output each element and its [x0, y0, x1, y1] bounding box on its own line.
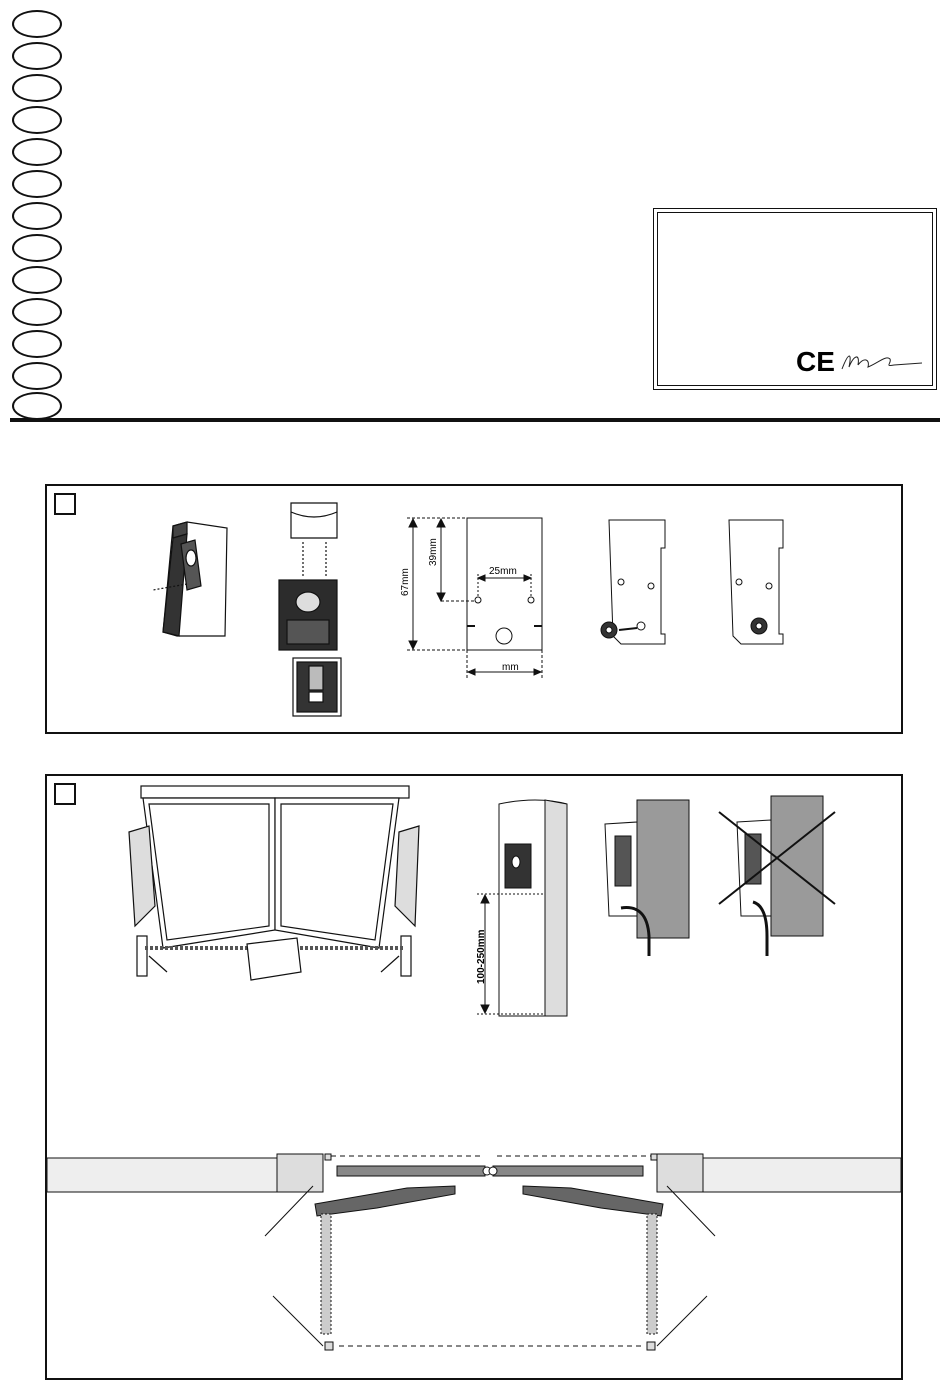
figure-2-drawing [47, 776, 901, 1378]
figure-1-drawing [47, 486, 901, 732]
gate-automation-icon [129, 786, 419, 980]
figure-2-panel [45, 774, 903, 1380]
dimension-width-label: mm [502, 662, 519, 673]
language-marker [12, 298, 62, 326]
mounting-plate-with-screw [601, 520, 665, 644]
language-marker [12, 266, 62, 294]
mounting-plate-fixed [729, 520, 783, 644]
photocell-exploded-icon [153, 522, 227, 636]
incorrect-install-cross-icon [719, 796, 835, 956]
signature-icon [842, 356, 922, 369]
dimension-height-label: 67mm [400, 568, 411, 596]
language-marker [12, 10, 62, 38]
declaration-box [653, 208, 937, 390]
post-mount-drawing [477, 800, 567, 1016]
language-marker [12, 362, 62, 390]
mount-height-label: 100-250mm [476, 929, 487, 984]
ce-signature [794, 341, 929, 381]
language-marker [12, 138, 62, 166]
language-marker [12, 202, 62, 230]
language-marker [12, 42, 62, 70]
language-marker [12, 234, 62, 262]
language-marker [12, 330, 62, 358]
language-marker [12, 392, 62, 420]
gate-top-view [47, 1154, 901, 1378]
figure-1-panel [45, 484, 903, 734]
cable-entry-icon [605, 800, 689, 956]
dimension-upper-label: 39mm [428, 538, 439, 566]
dimension-holes-label: 25mm [489, 566, 517, 577]
photocell-housing-icon [279, 503, 341, 716]
language-marker [12, 106, 62, 134]
language-marker [12, 170, 62, 198]
language-marker [12, 74, 62, 102]
section-divider [10, 418, 940, 422]
ce-mark: CE [796, 346, 835, 377]
